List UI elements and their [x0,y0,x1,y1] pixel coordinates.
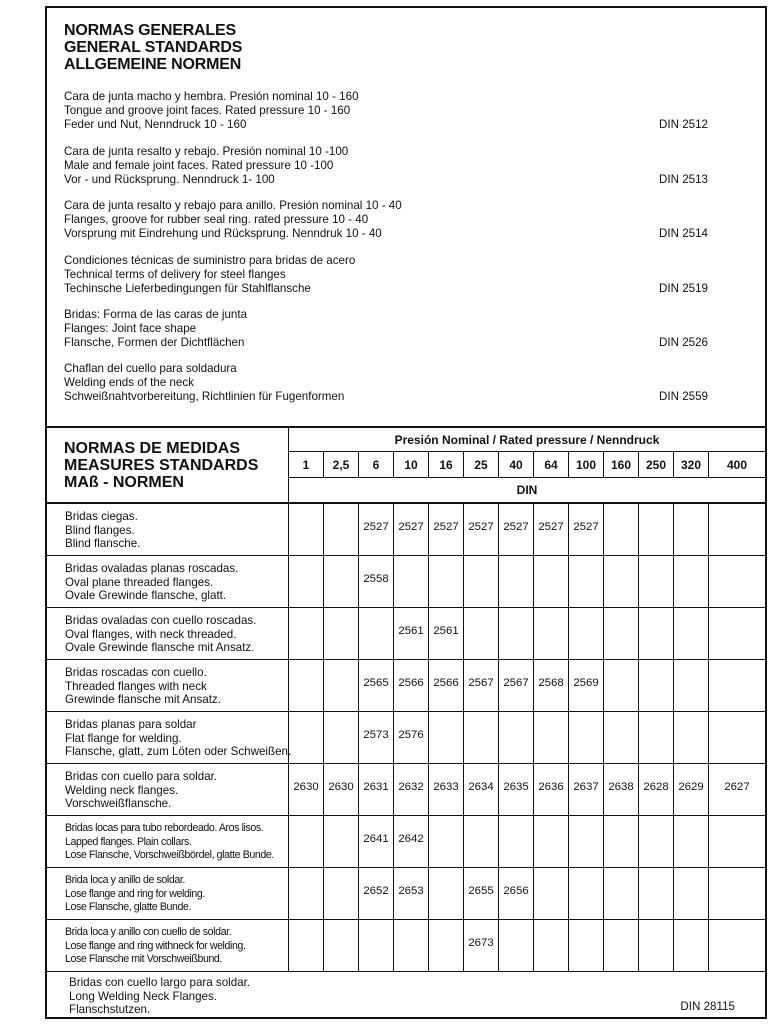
din-value: 2641 [363,833,389,845]
general-standards-title [64,22,242,73]
din-cell [358,608,393,659]
item-line: Flanges, groove for rubber seal ring. rated pressure 10 - 40 [64,213,369,227]
din-value: 2633 [433,781,459,793]
din-cell [603,660,638,711]
din-cell [568,920,603,971]
din-cell [288,920,323,971]
din-cell [603,504,638,555]
din-cell [498,556,533,607]
row-line: Brida loca y anillo con cuello de soldar. [65,926,232,938]
din-cell [288,556,323,607]
din-cell [393,816,428,867]
din-cell [498,816,533,867]
table-row [47,920,765,972]
row-line: Bridas roscadas con cuello. [65,666,207,679]
din-value: 2634 [468,781,494,793]
din-cell [393,556,428,607]
din-cell [603,868,638,919]
din-value: 2638 [608,781,634,793]
din-cell [498,712,533,763]
din-cell [498,608,533,659]
din-cell [358,868,393,919]
din-value: 2527 [503,521,529,533]
din-value: 2566 [433,677,459,689]
din-value: 2527 [398,521,424,533]
item-line: Cara de junta resalto y rebajo para anillo. Presión nominal 10 - 40 [64,199,402,212]
title-line: NORMAS GENERALES [64,22,236,39]
din-value: 2527 [363,521,389,533]
row-line: Bridas ciegas. [65,510,138,523]
pressure-column-header: 100 [568,452,603,478]
row-line: Lose flange and ring for welding. [65,887,205,900]
din-value: 2630 [293,781,319,793]
table-row [47,712,765,764]
row-description [65,874,205,915]
pressure-column-header: 64 [533,452,568,478]
din-value: 2656 [503,885,529,897]
din-cell [638,868,673,919]
din-cell [358,660,393,711]
din-cell [288,608,323,659]
din-cell [673,504,708,555]
din-cell [323,504,358,555]
din-cell [673,920,708,971]
din-value: 2569 [573,677,599,689]
pressure-column-header: 1 [288,452,323,478]
din-code: DIN 2526 [659,336,708,350]
din-cell [568,712,603,763]
din-value: 2558 [363,573,389,585]
din-cell [358,764,393,815]
row-description [65,926,245,967]
table-row [47,660,765,712]
din-cell [463,504,498,555]
din-value: 2655 [468,885,494,897]
din-cell [638,764,673,815]
pressure-column-header: 320 [673,452,708,478]
pressure-column-header: 250 [638,452,673,478]
title-line: MEASURES STANDARDS [64,457,259,474]
item-line: Technical terms of delivery for steel flanges [64,268,286,282]
din-value: 2673 [468,937,494,949]
din-cell [533,764,568,815]
general-standards-section [47,8,765,426]
pressure-header: Presión Nominal / Rated pressure / Nenndruck [288,428,765,452]
din-cell [428,764,463,815]
din-cell [463,868,498,919]
row-line: Long Welding Neck Flanges. [69,989,218,1003]
din-code: DIN 2559 [659,390,708,404]
din-cell [288,816,323,867]
row-line: Flansche, glatt, zum Löten oder Schweißen. [65,745,292,759]
din-cell [638,504,673,555]
din-cell [323,660,358,711]
din-code: DIN 2519 [659,282,708,296]
din-value: 2527 [573,521,599,533]
din-cell [673,816,708,867]
item-line: Flansche, Formen der Dichtflächen [64,336,245,350]
row-line: Vorschweißflansche. [65,797,172,811]
din-cell [708,868,765,919]
din-cell [288,764,323,815]
row-description [65,718,291,759]
din-cell [568,816,603,867]
row-line: Welding neck flanges. [65,783,179,797]
din-cell [498,868,533,919]
item-line: Welding ends of the neck [64,376,194,390]
row-line: Grewinde flansche mit Ansatz. [65,693,221,707]
item-line: Male and female joint faces. Rated pressure 10 -100 [64,159,334,173]
item-line: Cara de junta resalto y rebajo. Presión nominal 10 -100 [64,145,349,158]
pressure-column-header: 16 [428,452,463,478]
din-value: 2642 [398,833,424,845]
standard-item [64,308,754,351]
din-cell [323,764,358,815]
din-cell [288,660,323,711]
row-line: Bridas con cuello para soldar. [65,770,218,783]
din-cell [498,920,533,971]
din-value: 2635 [503,781,529,793]
din-cell [603,712,638,763]
din-cell [708,608,765,659]
din-cell [428,816,463,867]
din-code: DIN 28115 [680,1000,735,1013]
din-cell [568,660,603,711]
din-cell [603,764,638,815]
din-value: 2652 [363,885,389,897]
din-cell [638,920,673,971]
standard-item [64,199,754,242]
din-value: 2632 [398,781,424,793]
item-line: Tongue and groove joint faces. Rated pressure 10 - 160 [64,104,351,118]
din-cell [323,920,358,971]
row-line: Bridas locas para tubo rebordeado. Aros lisos. [65,822,264,834]
din-cell [288,504,323,555]
din-value: 2568 [538,677,564,689]
din-cell [288,868,323,919]
din-cell [428,504,463,555]
row-line: Ovale Grewinde flansche, glatt. [65,589,227,603]
row-line: Blind flansche. [65,537,141,551]
din-cell [533,816,568,867]
din-cell [673,660,708,711]
din-cell [393,764,428,815]
din-cell [393,660,428,711]
pressure-column-header: 400 [708,452,765,478]
din-cell [323,712,358,763]
pressure-column-header: 25 [463,452,498,478]
din-cell [463,764,498,815]
din-cell [393,504,428,555]
din-header: DIN [288,478,765,502]
din-value: 2636 [538,781,564,793]
din-cell [393,868,428,919]
din-cell [358,556,393,607]
din-cell [393,608,428,659]
table-row [47,608,765,660]
din-cell [673,712,708,763]
din-cell [428,556,463,607]
row-line: Lose flange and ring withneck for welding. [65,939,246,952]
din-cell [358,504,393,555]
title-line: MAß - NORMEN [64,474,184,491]
din-cell [533,920,568,971]
row-line: Brida loca y anillo de soldar. [65,874,185,886]
din-cell [638,660,673,711]
din-cell [428,608,463,659]
din-cell [568,504,603,555]
din-cell [428,712,463,763]
din-value: 2630 [328,781,354,793]
table-row [47,556,765,608]
standard-item [64,254,754,297]
row-line: Bridas ovaladas planas roscadas. [65,562,239,575]
measures-standards-title [64,440,258,491]
din-cell [708,660,765,711]
pressure-column-header: 10 [393,452,428,478]
din-cell [323,816,358,867]
din-cell [463,608,498,659]
document-frame [45,6,767,1019]
din-cell [533,504,568,555]
row-description [69,976,250,1017]
din-code: DIN 2512 [659,118,708,132]
din-cell [533,608,568,659]
item-line: Bridas: Forma de las caras de junta [64,308,248,321]
din-cell [393,920,428,971]
row-line: Lapped flanges. Plain collars. [65,835,192,848]
row-description [65,510,140,551]
pressure-column-header: 160 [603,452,638,478]
din-cell [533,712,568,763]
item-line: Feder und Nut, Nenndruck 10 - 160 [64,118,247,132]
din-cell [323,868,358,919]
din-cell [568,608,603,659]
din-cell [498,504,533,555]
din-cell [708,712,765,763]
din-cell [393,712,428,763]
row-line: Lose Flansche, glatte Bunde. [65,901,192,914]
row-line: Bridas ovaladas con cuello roscadas. [65,614,257,627]
din-cell [708,816,765,867]
din-cell [673,608,708,659]
din-cell [323,608,358,659]
din-code: DIN 2514 [659,227,708,241]
row-line: Flat flange for welding. [65,731,182,745]
item-line: Flanges: Joint face shape [64,322,197,336]
din-value: 2653 [398,885,424,897]
din-cell [708,920,765,971]
table-row [47,504,765,556]
row-description [65,666,221,707]
din-cell [638,712,673,763]
din-value: 2627 [724,781,750,793]
din-value: 2527 [433,521,459,533]
din-cell [533,868,568,919]
din-cell [673,764,708,815]
din-cell [673,556,708,607]
din-value: 2561 [398,625,424,637]
din-cell [498,764,533,815]
item-line: Techinsche Lieferbedingungen für Stahlflansche [64,282,311,296]
table-row-last [47,972,765,1022]
din-cell [638,816,673,867]
din-cell [603,608,638,659]
pressure-column-header: 6 [358,452,393,478]
row-line: Lose Flansche, Vorschweißbördel, glatte Bunde. [65,849,274,862]
title-line: GENERAL STANDARDS [64,39,243,56]
din-cell [498,660,533,711]
din-cell [428,920,463,971]
din-cell [358,816,393,867]
row-line: Blind flanges. [65,523,135,537]
table-row [47,816,765,868]
din-cell [673,868,708,919]
din-cell [463,816,498,867]
din-cell [708,504,765,555]
din-value: 2637 [573,781,599,793]
row-line: Ovale Grewinde flansche mit Ansatz. [65,641,255,655]
item-line: Vorsprung mit Eindrehung und Rücksprung. Nenndruk 10 - 40 [64,227,382,241]
din-cell [463,712,498,763]
din-value: 2567 [468,677,494,689]
din-value: 2566 [398,677,424,689]
din-cell [533,660,568,711]
table-row [47,764,765,816]
din-cell [463,660,498,711]
item-line: Cara de junta macho y hembra. Presión nominal 10 - 160 [64,90,359,103]
din-value: 2567 [503,677,529,689]
din-value: 2527 [538,521,564,533]
item-line: Schweißnahtvorbereitung, Richtlinien für Fugenformen [64,390,345,404]
din-cell [463,556,498,607]
row-description [65,822,274,863]
din-value: 2565 [363,677,389,689]
din-value: 2527 [468,521,494,533]
din-value: 2561 [433,625,459,637]
din-cell [428,660,463,711]
title-line: ALLGEMEINE NORMEN [64,56,242,73]
standard-item [64,145,754,188]
row-description [65,562,238,603]
title-line: NORMAS DE MEDIDAS [64,440,241,457]
din-cell [358,920,393,971]
din-value: 2631 [363,781,389,793]
item-line: Vor - und Rücksprung. Nenndruck 1- 100 [64,173,275,187]
row-line: Oval flanges, with neck threaded. [65,627,237,641]
din-value: 2628 [643,781,669,793]
pressure-column-header: 2,5 [323,452,358,478]
din-cell [568,868,603,919]
item-line: Chaflan del cuello para soldadura [64,362,237,375]
row-description [65,614,256,655]
din-cell [568,556,603,607]
row-line: Bridas con cuello largo para soldar. [69,976,251,989]
standard-item [64,362,754,405]
din-cell [288,712,323,763]
din-value: 2573 [363,729,389,741]
row-line: Threaded flanges with neck [65,679,207,693]
din-cell [603,816,638,867]
row-line: Lose Flansche mit Vorschweißbund. [65,953,222,966]
row-line: Flanschstutzen. [69,1003,151,1017]
din-cell [638,608,673,659]
din-cell [708,764,765,815]
din-cell [568,764,603,815]
din-cell [533,556,568,607]
din-cell [708,556,765,607]
din-cell [463,920,498,971]
pressure-column-header: 40 [498,452,533,478]
din-cell [603,556,638,607]
din-cell [323,556,358,607]
row-line: Oval plane threaded flanges. [65,575,214,589]
din-cell [358,712,393,763]
din-cell [638,556,673,607]
item-line: Condiciones técnicas de suministro para bridas de acero [64,254,356,267]
table-row [47,868,765,920]
row-description [65,770,217,811]
din-cell [603,920,638,971]
standard-item [64,90,754,133]
din-code: DIN 2513 [659,173,708,187]
row-line: Bridas planas para soldar [65,718,197,731]
din-value: 2629 [678,781,704,793]
din-value: 2576 [398,729,424,741]
din-cell [428,868,463,919]
